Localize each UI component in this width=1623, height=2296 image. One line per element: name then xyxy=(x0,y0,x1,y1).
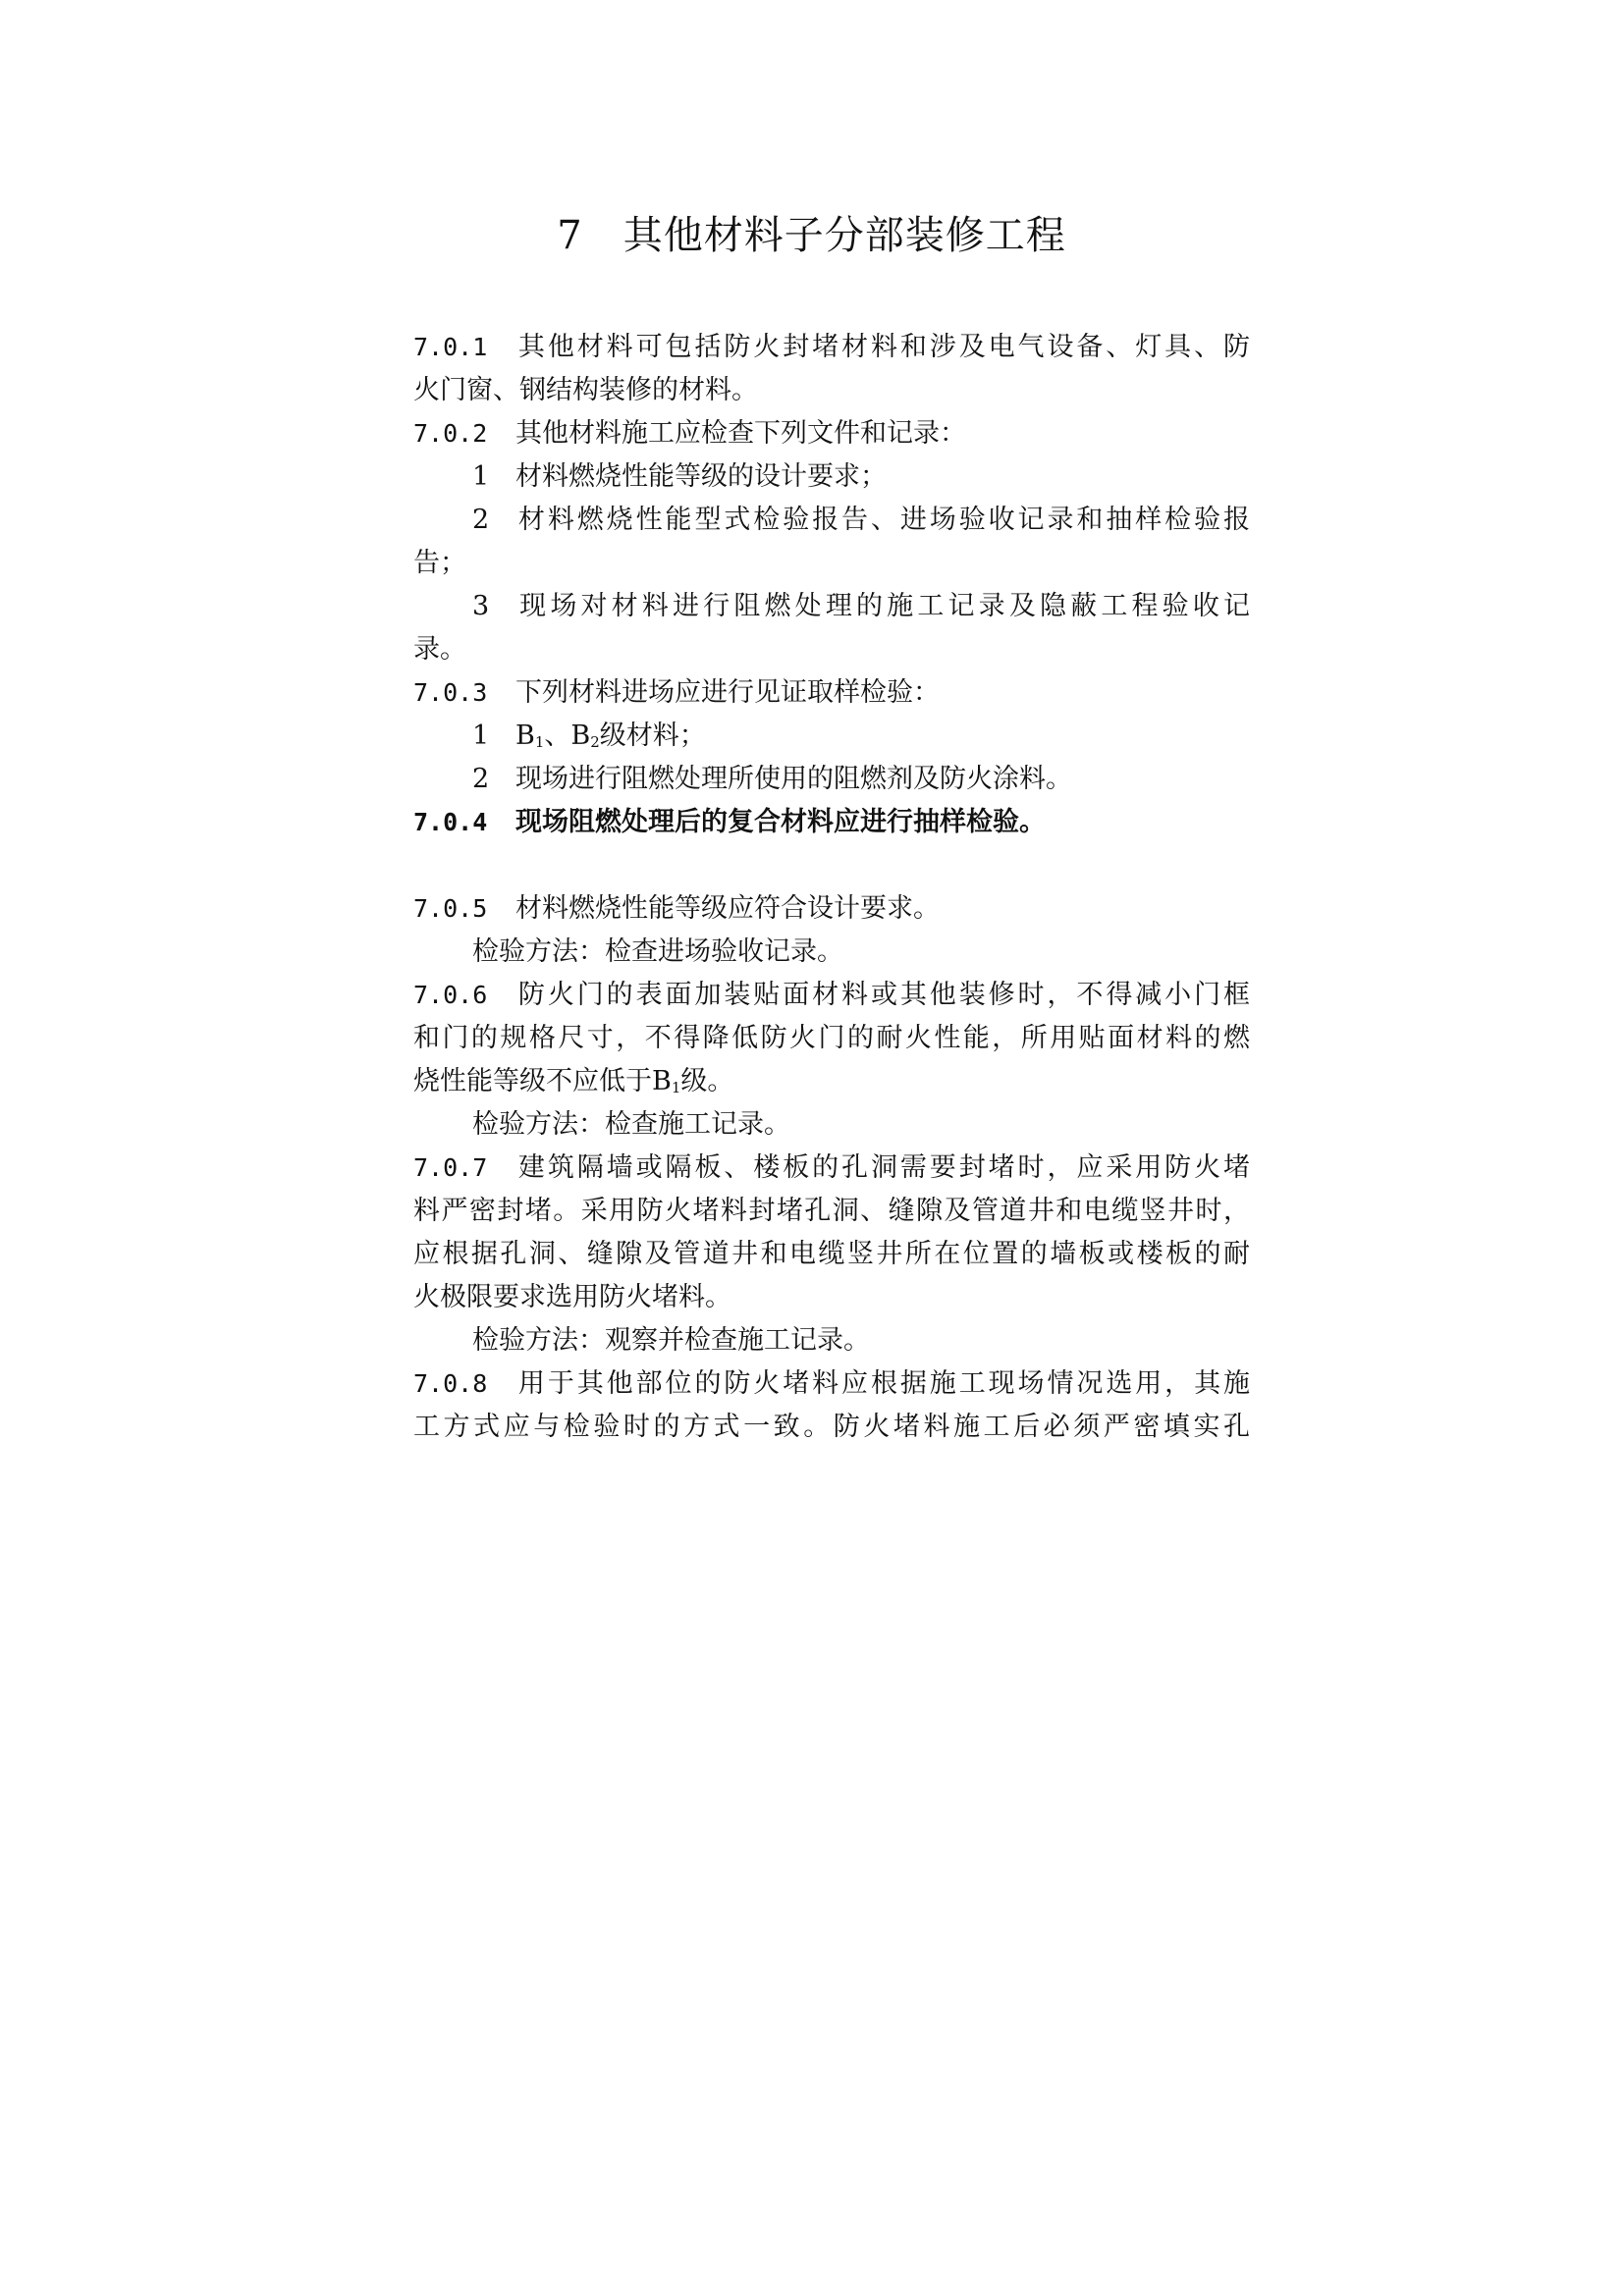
clause-7-0-2-item-3-line-1 xyxy=(413,585,1250,628)
clause-number: 7.0.1 xyxy=(413,333,488,361)
clause-text: 材料燃烧性能等级应符合设计要求。 xyxy=(515,893,940,924)
clause-7-0-5-line-1 xyxy=(413,887,1250,931)
clause-text-tail: 级。 xyxy=(680,1066,734,1096)
clause-7-0-8-line-1 xyxy=(413,1362,1250,1406)
clause-7-0-3-item-2 xyxy=(413,758,1250,801)
clause-number: 7.0.3 xyxy=(413,678,488,707)
clause-number: 7.0.8 xyxy=(413,1369,488,1398)
clause-text: 烧性能等级不应低于B xyxy=(413,1066,672,1096)
clause-7-0-7-line-1 xyxy=(413,1147,1250,1190)
clause-7-0-2-item-3-line-2: 录。 xyxy=(413,634,466,665)
clause-7-0-6-line-3 xyxy=(413,1060,1250,1103)
item-text: 现场进行阻燃处理所使用的阻燃剂及防火涂料。 xyxy=(515,764,1072,794)
clause-number: 7.0.5 xyxy=(413,894,488,923)
clause-7-0-2-item-1 xyxy=(413,455,1250,499)
clause-text: 用于其他部位的防火堵料应根据施工现场情况选用，其施 xyxy=(515,1368,1250,1399)
subscript-1: 1 xyxy=(534,733,545,751)
item-number: 3 xyxy=(472,591,490,621)
subscript-1: 1 xyxy=(671,1079,681,1096)
clause-text: 其他材料可包括防火封堵材料和涉及电气设备、灯具、防 xyxy=(515,332,1250,362)
item-text-tail: 级材料； xyxy=(599,721,706,751)
clause-7-0-5-method: 检验方法：检查进场验收记录。 xyxy=(472,936,843,967)
clause-7-0-6-line-1 xyxy=(413,974,1250,1017)
clause-7-0-7-line-4: 火极限要求选用防火堵料。 xyxy=(413,1282,731,1312)
clause-7-0-3-line-1 xyxy=(413,671,1250,715)
clause-7-0-7-method: 检验方法：观察并检查施工记录。 xyxy=(472,1325,870,1356)
item-text: 材料燃烧性能型式检验报告、进场验收记录和抽样检验报 xyxy=(515,505,1250,535)
clause-text: 建筑隔墙或隔板、楼板的孔洞需要封堵时，应采用防火堵 xyxy=(515,1152,1250,1183)
item-text-sep: 、B xyxy=(544,721,591,751)
clause-number: 7.0.7 xyxy=(413,1153,488,1182)
clause-text: 现场阻燃处理后的复合材料应进行抽样检验。 xyxy=(515,807,1046,837)
item-text: 现场对材料进行阻燃处理的施工记录及隐蔽工程验收记 xyxy=(515,591,1250,621)
document-body xyxy=(413,326,1250,1449)
clause-7-0-8-line-2: 工方式应与检验时的方式一致。防火堵料施工后必须严密填实孔 xyxy=(413,1412,1250,1442)
clause-text: 其他材料施工应检查下列文件和记录： xyxy=(515,418,966,449)
subscript-2: 2 xyxy=(590,733,600,751)
clause-7-0-4-line-1 xyxy=(413,801,1250,844)
clause-7-0-1-line-2: 火门窗、钢结构装修的材料。 xyxy=(413,375,758,405)
clause-text: 防火门的表面加装贴面材料或其他装修时，不得减小门框 xyxy=(515,980,1250,1010)
clause-7-0-7-line-3: 应根据孔洞、缝隙及管道井和电缆竖井所在位置的墙板或楼板的耐 xyxy=(413,1239,1250,1269)
clause-7-0-2-line-1 xyxy=(413,412,1250,455)
clause-7-0-2-item-2-line-2: 告； xyxy=(413,548,466,578)
clause-text: 下列材料进场应进行见证取样检验： xyxy=(515,677,940,708)
item-text-b: B xyxy=(515,721,535,751)
clause-7-0-6-method: 检验方法：检查施工记录。 xyxy=(472,1109,790,1140)
clause-7-0-7-line-2: 料严密封堵。采用防火堵料封堵孔洞、缝隙及管道井和电缆竖井时， xyxy=(413,1196,1250,1226)
item-number: 2 xyxy=(472,505,490,535)
clause-number: 7.0.4 xyxy=(413,808,488,836)
clause-number: 7.0.2 xyxy=(413,419,488,448)
section-heading-main-control xyxy=(413,844,1250,887)
page-title: 7 其他材料子分部装修工程 xyxy=(557,213,1066,258)
clause-number: 7.0.6 xyxy=(413,981,488,1009)
clause-7-0-2-item-2-line-1 xyxy=(413,499,1250,542)
item-number: 1 xyxy=(472,461,490,492)
clause-7-0-3-item-1 xyxy=(413,715,1250,758)
clause-7-0-1-line-1 xyxy=(413,326,1250,369)
item-text: 材料燃烧性能等级的设计要求； xyxy=(515,461,887,492)
item-number: 2 xyxy=(472,764,490,794)
clause-7-0-6-line-2: 和门的规格尺寸，不得降低防火门的耐火性能，所用贴面材料的燃 xyxy=(413,1023,1250,1053)
item-number: 1 xyxy=(472,721,490,751)
